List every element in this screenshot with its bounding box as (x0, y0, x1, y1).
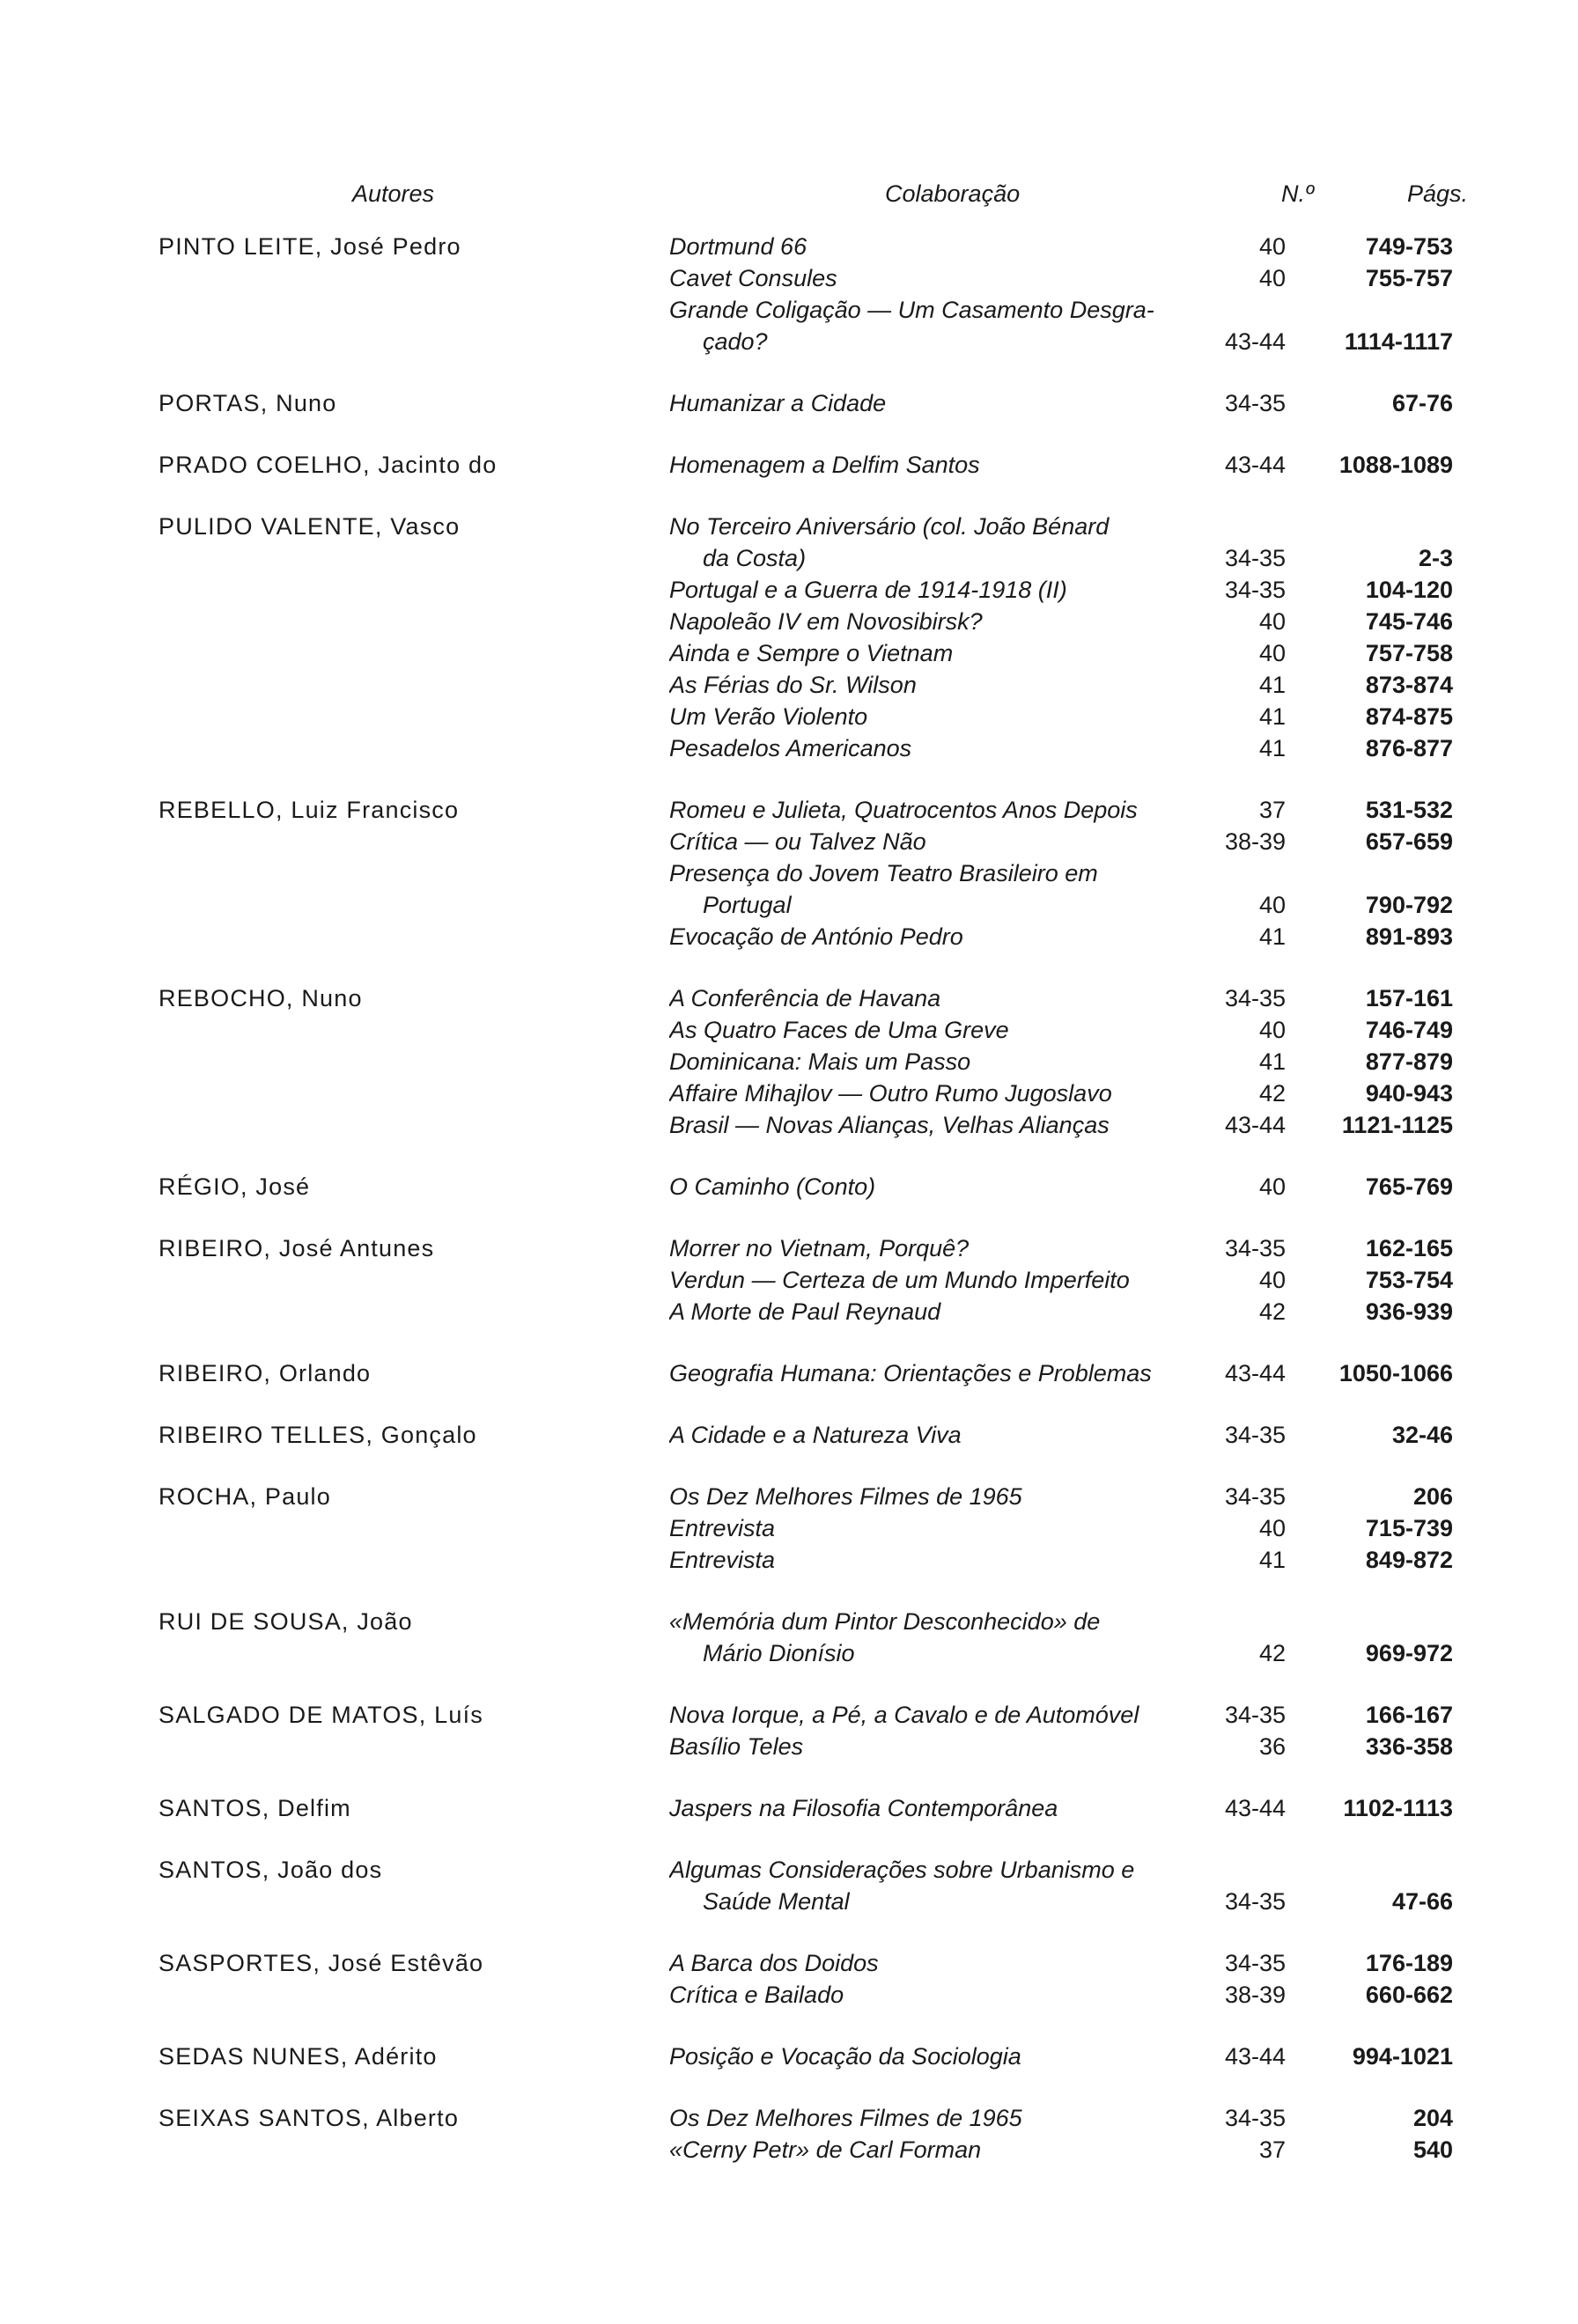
page-range: 765-769 (1365, 1173, 1453, 1200)
work-line (669, 857, 1462, 889)
issue-number: 43-44 (1224, 1360, 1286, 1386)
works-list (669, 449, 1462, 481)
work-title: A Barca dos Doidos (669, 1950, 879, 1976)
author-name: RUI DE SOUSA, João (159, 1608, 413, 1635)
work-line (669, 701, 1462, 732)
issue-number: 40 (1258, 892, 1286, 918)
work-title: A Conferência de Havana (669, 985, 941, 1011)
work-line (669, 1046, 1462, 1077)
work-line (669, 921, 1462, 952)
work-title: Entrevista (669, 1547, 776, 1573)
author-entry (0, 1792, 1578, 1824)
work-line (669, 1077, 1462, 1109)
work-title: Homenagem a Delfim Santos (669, 452, 980, 478)
works-list (669, 1699, 1462, 1762)
page-range: 745-746 (1365, 608, 1453, 635)
page-range: 47-66 (1391, 1888, 1453, 1915)
author-name: PRADO COELHO, Jacinto do (159, 452, 498, 478)
work-line (669, 1232, 1462, 1264)
author-name: PORTAS, Nuno (159, 390, 337, 416)
work-title: O Caminho (Conto) (669, 1173, 876, 1200)
author-name: RIBEIRO, Orlando (159, 1360, 372, 1386)
page-range: 876-877 (1365, 735, 1453, 761)
page-range: 994-1021 (1352, 2043, 1453, 2070)
author-entry (0, 982, 1578, 1141)
work-line (669, 294, 1462, 326)
page-range: 849-872 (1365, 1547, 1453, 1573)
page-range: 715-739 (1365, 1515, 1453, 1541)
issue-number: 34-35 (1224, 577, 1286, 603)
page-range: 67-76 (1391, 390, 1453, 416)
issue-number: 34-35 (1224, 1888, 1286, 1915)
issue-number: 37 (1258, 797, 1286, 823)
page-range: 874-875 (1365, 703, 1453, 730)
work-line (669, 1699, 1462, 1731)
work-line (669, 449, 1462, 481)
author-name: REBELLO, Luiz Francisco (159, 797, 460, 823)
page-range: 166-167 (1365, 1702, 1453, 1728)
work-title: çado? (703, 328, 768, 355)
author-name: REBOCHO, Nuno (159, 985, 363, 1011)
work-title: Geografia Humana: Orientações e Problemas (669, 1360, 1152, 1386)
works-list (669, 982, 1462, 1141)
work-line (669, 1792, 1462, 1824)
work-title: No Terceiro Aniversário (col. João Bénard (669, 513, 1110, 540)
work-line (669, 637, 1462, 669)
page-range: 531-532 (1365, 797, 1453, 823)
work-title: Napoleão IV em Novosibirsk? (669, 608, 983, 635)
author-index-list (0, 231, 1578, 2195)
work-title: Um Verão Violento (669, 703, 868, 730)
page-range: 104-120 (1365, 577, 1453, 603)
work-line (669, 231, 1462, 262)
author-entry (0, 1232, 1578, 1327)
works-list (669, 794, 1462, 952)
work-title: Mário Dionísio (703, 1640, 855, 1666)
issue-number: 38-39 (1224, 828, 1286, 855)
page-range: 657-659 (1365, 828, 1453, 855)
page-range: 206 (1412, 1483, 1453, 1510)
author-entry (0, 1699, 1578, 1762)
page-range: 877-879 (1365, 1048, 1453, 1075)
work-title: Os Dez Melhores Filmes de 1965 (669, 1483, 1022, 1510)
work-line (669, 982, 1462, 1014)
author-name: RIBEIRO, José Antunes (159, 1235, 435, 1261)
issue-number: 43-44 (1224, 1795, 1286, 1821)
page-range: 540 (1412, 2136, 1453, 2163)
work-title: Crítica — ou Talvez Não (669, 828, 926, 855)
work-title: Romeu e Julieta, Quatrocentos Anos Depois (669, 797, 1138, 823)
work-line (669, 2102, 1462, 2134)
issue-number: 38-39 (1224, 1982, 1286, 2008)
author-entry (0, 1947, 1578, 2011)
header-autores: Autores (352, 180, 435, 207)
page-range: 660-662 (1365, 1982, 1453, 2008)
author-name: RÉGIO, José (159, 1173, 311, 1200)
work-title: Pesadelos Americanos (669, 735, 912, 761)
works-list (669, 231, 1462, 357)
page-range: 753-754 (1365, 1267, 1453, 1293)
work-title: «Cerny Petr» de Carl Forman (669, 2136, 982, 2163)
work-line (669, 889, 1462, 921)
page-range: 176-189 (1365, 1950, 1453, 1976)
author-entry (0, 2041, 1578, 2072)
work-line (669, 1854, 1462, 1886)
issue-number: 40 (1258, 1173, 1286, 1200)
author-name: SANTOS, João dos (159, 1857, 383, 1883)
work-title: «Memória dum Pintor Desconhecido» de (669, 1608, 1101, 1635)
issue-number: 42 (1258, 1298, 1286, 1325)
issue-number: 40 (1258, 265, 1286, 291)
issue-number: 34-35 (1224, 2105, 1286, 2131)
author-name: SANTOS, Delfim (159, 1795, 351, 1821)
works-list (669, 2041, 1462, 2072)
author-name: RIBEIRO TELLES, Gonçalo (159, 1422, 477, 1448)
page-range: 204 (1412, 2105, 1453, 2131)
issue-number: 40 (1258, 1017, 1286, 1043)
work-title: Grande Coligação — Um Casamento Desgra- (669, 297, 1154, 323)
work-line (669, 1419, 1462, 1451)
work-title: Jaspers na Filosofia Contemporânea (669, 1795, 1058, 1821)
issue-number: 41 (1258, 735, 1286, 761)
work-line (669, 326, 1462, 357)
work-line (669, 1731, 1462, 1762)
page-range: 746-749 (1365, 1017, 1453, 1043)
works-list (669, 1171, 1462, 1202)
page-range: 1088-1089 (1338, 452, 1453, 478)
work-title: A Cidade e a Natureza Viva (669, 1422, 962, 1448)
work-title: Cavet Consules (669, 265, 837, 291)
work-line (669, 1357, 1462, 1389)
page-range: 790-792 (1365, 892, 1453, 918)
page-range: 157-161 (1365, 985, 1453, 1011)
author-entry (0, 449, 1578, 481)
works-list (669, 1419, 1462, 1451)
work-line (669, 1979, 1462, 2011)
page-range: 32-46 (1391, 1422, 1453, 1448)
page-range: 336-358 (1365, 1733, 1453, 1760)
author-entry (0, 1854, 1578, 1917)
issue-number: 34-35 (1224, 1235, 1286, 1261)
works-list (669, 1792, 1462, 1824)
issue-number: 40 (1258, 1267, 1286, 1293)
work-line (669, 1014, 1462, 1046)
issue-number: 42 (1258, 1080, 1286, 1107)
issue-number: 37 (1258, 2136, 1286, 2163)
work-line (669, 1606, 1462, 1637)
work-title: Crítica e Bailado (669, 1982, 844, 2008)
work-title: Portugal e a Guerra de 1914-1918 (II) (669, 577, 1067, 603)
author-entry (0, 231, 1578, 357)
author-entry (0, 1357, 1578, 1389)
header-colaboracao: Colaboração (885, 180, 1021, 207)
page-range: 162-165 (1365, 1235, 1453, 1261)
work-title: Algumas Considerações sobre Urbanismo e (669, 1857, 1135, 1883)
work-line (669, 387, 1462, 419)
author-name: ROCHA, Paulo (159, 1483, 331, 1510)
work-line (669, 542, 1462, 574)
work-line (669, 1481, 1462, 1512)
work-line (669, 1296, 1462, 1327)
author-name: PINTO LEITE, José Pedro (159, 233, 461, 260)
work-title: Posição e Vocação da Sociologia (669, 2043, 1021, 2070)
work-line (669, 511, 1462, 542)
work-title: Ainda e Sempre o Vietnam (669, 640, 954, 666)
page-range: 940-943 (1365, 1080, 1453, 1107)
author-entry (0, 511, 1578, 764)
works-list (669, 1947, 1462, 2011)
page-range: 891-893 (1365, 923, 1453, 950)
page-range: 936-939 (1365, 1298, 1453, 1325)
issue-number: 42 (1258, 1640, 1286, 1666)
works-list (669, 1606, 1462, 1669)
work-line (669, 574, 1462, 606)
issue-number: 36 (1258, 1733, 1286, 1760)
issue-number: 34-35 (1224, 1950, 1286, 1976)
author-entry (0, 794, 1578, 952)
works-list (669, 1481, 1462, 1576)
work-line (669, 1109, 1462, 1141)
work-title: Nova Iorque, a Pé, a Cavalo e de Automóvel (669, 1702, 1139, 1728)
work-line (669, 1264, 1462, 1296)
page-range: 873-874 (1365, 672, 1453, 698)
header-paginas: Págs. (1407, 180, 1469, 207)
issue-number: 40 (1258, 608, 1286, 635)
header-numero: N.º (1281, 180, 1314, 207)
work-title: Portugal (703, 892, 792, 918)
work-line (669, 826, 1462, 857)
issue-number: 43-44 (1224, 1112, 1286, 1138)
issue-number: 43-44 (1224, 328, 1286, 355)
work-line (669, 669, 1462, 701)
issue-number: 34-35 (1224, 390, 1286, 416)
issue-number: 40 (1258, 233, 1286, 260)
work-line (669, 262, 1462, 294)
issue-number: 41 (1258, 672, 1286, 698)
page-range: 1114-1117 (1344, 328, 1453, 355)
issue-number: 34-35 (1224, 1483, 1286, 1510)
author-entry (0, 387, 1578, 419)
work-title: Dortmund 66 (669, 233, 807, 260)
works-list (669, 387, 1462, 419)
issue-number: 41 (1258, 923, 1286, 950)
work-title: Affaire Mihajlov — Outro Rumo Jugoslavo (669, 1080, 1112, 1107)
author-name: PULIDO VALENTE, Vasco (159, 513, 461, 540)
work-title: Os Dez Melhores Filmes de 1965 (669, 2105, 1022, 2131)
work-title: As Férias do Sr. Wilson (669, 672, 917, 698)
work-title: Basílio Teles (669, 1733, 804, 1760)
author-entry (0, 1606, 1578, 1669)
author-name: SEIXAS SANTOS, Alberto (159, 2105, 460, 2131)
works-list (669, 1232, 1462, 1327)
work-title: da Costa) (703, 545, 807, 571)
work-title: Brasil — Novas Alianças, Velhas Alianças (669, 1112, 1110, 1138)
work-line (669, 1512, 1462, 1544)
work-title: Dominicana: Mais um Passo (669, 1048, 971, 1075)
author-entry (0, 2102, 1578, 2166)
work-line (669, 1886, 1462, 1917)
page-range: 1121-1125 (1341, 1112, 1453, 1138)
author-name: SEDAS NUNES, Adérito (159, 2043, 438, 2070)
issue-number: 43-44 (1224, 2043, 1286, 2070)
work-title: As Quatro Faces de Uma Greve (669, 1017, 1009, 1043)
page-range: 1102-1113 (1343, 1795, 1453, 1821)
works-list (669, 2102, 1462, 2166)
work-title: Evocação de António Pedro (669, 923, 963, 950)
work-title: A Morte de Paul Reynaud (669, 1298, 941, 1325)
page-range: 969-972 (1365, 1640, 1453, 1666)
author-entry (0, 1419, 1578, 1451)
issue-number: 34-35 (1224, 985, 1286, 1011)
page-range: 2-3 (1418, 545, 1453, 571)
work-title: Verdun — Certeza de um Mundo Imperfeito (669, 1267, 1130, 1293)
issue-number: 40 (1258, 1515, 1286, 1541)
author-name: SALGADO DE MATOS, Luís (159, 1702, 484, 1728)
page-range: 757-758 (1365, 640, 1453, 666)
work-title: Saúde Mental (703, 1888, 850, 1915)
issue-number: 41 (1258, 1547, 1286, 1573)
table-header (0, 180, 1578, 216)
issue-number: 34-35 (1224, 1702, 1286, 1728)
page-range: 749-753 (1365, 233, 1453, 260)
work-line (669, 1171, 1462, 1202)
works-list (669, 1854, 1462, 1917)
author-entry (0, 1481, 1578, 1576)
issue-number: 41 (1258, 1048, 1286, 1075)
work-title: Morrer no Vietnam, Porquê? (669, 1235, 970, 1261)
work-title: Entrevista (669, 1515, 776, 1541)
work-line (669, 1544, 1462, 1576)
issue-number: 34-35 (1224, 545, 1286, 571)
page-range: 755-757 (1365, 265, 1453, 291)
author-entry (0, 1171, 1578, 1202)
work-line (669, 1947, 1462, 1979)
work-line (669, 1637, 1462, 1669)
work-line (669, 606, 1462, 637)
work-line (669, 2041, 1462, 2072)
work-title: Humanizar a Cidade (669, 390, 887, 416)
issue-number: 43-44 (1224, 452, 1286, 478)
works-list (669, 1357, 1462, 1389)
issue-number: 34-35 (1224, 1422, 1286, 1448)
work-line (669, 732, 1462, 764)
works-list (669, 511, 1462, 764)
issue-number: 41 (1258, 703, 1286, 730)
page-range: 1050-1066 (1338, 1360, 1453, 1386)
work-line (669, 794, 1462, 826)
issue-number: 40 (1258, 640, 1286, 666)
work-line (669, 2134, 1462, 2166)
author-name: SASPORTES, José Estêvão (159, 1950, 484, 1976)
work-title: Presença do Jovem Teatro Brasileiro em (669, 860, 1098, 886)
